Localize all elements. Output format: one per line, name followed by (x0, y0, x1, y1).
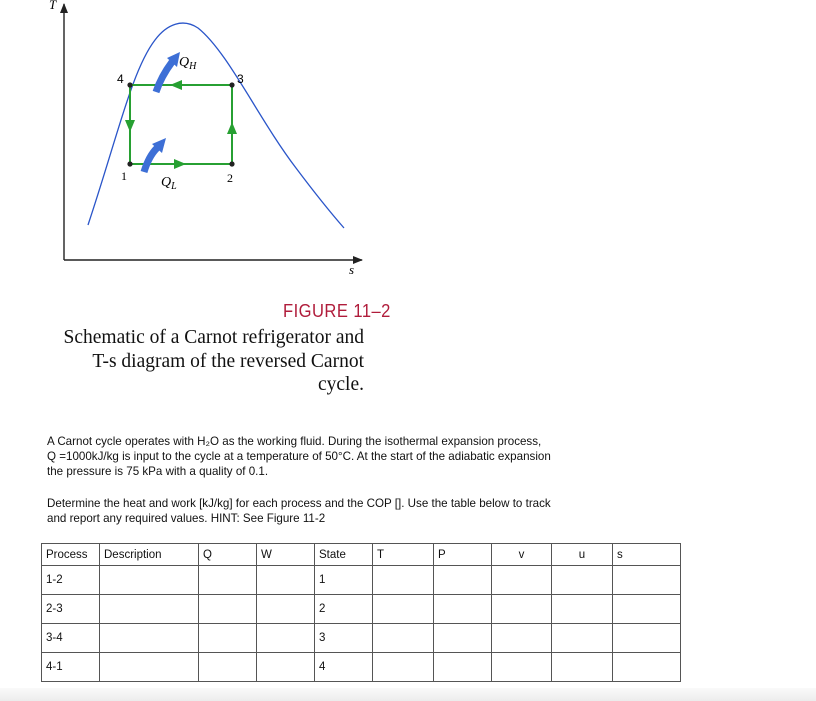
arrow-right-icon (174, 159, 186, 169)
w-cell[interactable] (257, 595, 315, 624)
ts-diagram (0, 0, 816, 300)
arrow-down-icon (125, 120, 135, 132)
s-cell[interactable] (613, 566, 681, 595)
caption-line: T-s diagram of the reversed Carnot (92, 350, 364, 372)
state-cell: 1 (315, 566, 373, 595)
table-row (42, 566, 681, 595)
t-cell[interactable] (373, 595, 434, 624)
process-cell: 3-4 (42, 624, 100, 653)
t-cell[interactable] (373, 566, 434, 595)
state-point-2 (229, 161, 234, 166)
figure-caption (34, 326, 364, 397)
state-label-2: 2 (227, 171, 233, 185)
x-axis-label: s (349, 262, 355, 277)
header-u: u (552, 544, 613, 566)
tracking-table (41, 543, 681, 682)
header-process: Process (42, 544, 100, 566)
table-row (42, 653, 681, 682)
task-paragraph (47, 496, 687, 526)
state-point-3 (229, 82, 234, 87)
u-cell[interactable] (552, 653, 613, 682)
description-cell[interactable] (100, 624, 199, 653)
figure-title: FIGURE 11–2 (283, 301, 391, 321)
u-cell[interactable] (552, 624, 613, 653)
header-state: State (315, 544, 373, 566)
arrow-left-icon (170, 80, 182, 90)
v-cell[interactable] (492, 566, 552, 595)
w-cell[interactable] (257, 653, 315, 682)
p-cell[interactable] (434, 624, 492, 653)
problem-line: A Carnot cycle operates with H₂O as the working fluid. During the isothermal expansion process, (47, 435, 542, 448)
t-cell[interactable] (373, 624, 434, 653)
p-cell[interactable] (434, 653, 492, 682)
carnot-cycle (130, 85, 232, 164)
process-cell: 2-3 (42, 595, 100, 624)
saturation-dome (88, 23, 344, 228)
table-header-row (42, 544, 681, 566)
t-cell[interactable] (373, 653, 434, 682)
s-cell[interactable] (613, 653, 681, 682)
state-label-4: 4 (117, 72, 124, 86)
u-cell[interactable] (552, 566, 613, 595)
description-cell[interactable] (100, 566, 199, 595)
arrow-up-icon (227, 122, 237, 134)
s-cell[interactable] (613, 595, 681, 624)
header-t: T (373, 544, 434, 566)
v-cell[interactable] (492, 653, 552, 682)
state-cell: 4 (315, 653, 373, 682)
problem-paragraph (47, 434, 687, 480)
p-cell[interactable] (434, 595, 492, 624)
header-q: Q (199, 544, 257, 566)
state-label-3: 3 (237, 72, 244, 86)
table-row (42, 595, 681, 624)
process-cell: 1-2 (42, 566, 100, 595)
q-cell[interactable] (199, 624, 257, 653)
task-line: Determine the heat and work [kJ/kg] for each process and the COP []. Use the table below to track (47, 496, 551, 510)
q-cell[interactable] (199, 566, 257, 595)
state-point-4 (127, 82, 132, 87)
header-w: W (257, 544, 315, 566)
u-cell[interactable] (552, 595, 613, 624)
v-cell[interactable] (492, 595, 552, 624)
s-cell[interactable] (613, 624, 681, 653)
w-cell[interactable] (257, 624, 315, 653)
description-cell[interactable] (100, 595, 199, 624)
problem-statement (47, 434, 687, 526)
task-line: and report any required values. HINT: See Figure 11-2 (47, 511, 326, 525)
q-cell[interactable] (199, 653, 257, 682)
process-cell: 4-1 (42, 653, 100, 682)
y-axis-label: T (49, 0, 57, 12)
state-label-1: 1 (121, 169, 127, 183)
heat-label-high: $Q_H$ (179, 55, 197, 72)
heat-arrow-low-icon (144, 138, 166, 172)
problem-line: the pressure is 75 kPa with a quality of 0.1. (47, 465, 269, 479)
header-description: Description (100, 544, 199, 566)
page-bottom-shadow (0, 688, 816, 701)
heat-label-low: $Q_L$ (161, 175, 177, 192)
state-cell: 3 (315, 624, 373, 653)
caption-line: Schematic of a Carnot refrigerator and (63, 327, 364, 348)
caption-line: cycle. (317, 374, 364, 395)
state-point-1 (127, 161, 132, 166)
header-v: v (492, 544, 552, 566)
p-cell[interactable] (434, 566, 492, 595)
state-cell: 2 (315, 595, 373, 624)
problem-line: Q =1000kJ/kg is input to the cycle at a temperature of 50°C. At the start of the adiabatic expansion (47, 450, 551, 464)
header-p: P (434, 544, 492, 566)
description-cell[interactable] (100, 653, 199, 682)
header-s: s (613, 544, 681, 566)
q-cell[interactable] (199, 595, 257, 624)
v-cell[interactable] (492, 624, 552, 653)
table-row (42, 624, 681, 653)
w-cell[interactable] (257, 566, 315, 595)
